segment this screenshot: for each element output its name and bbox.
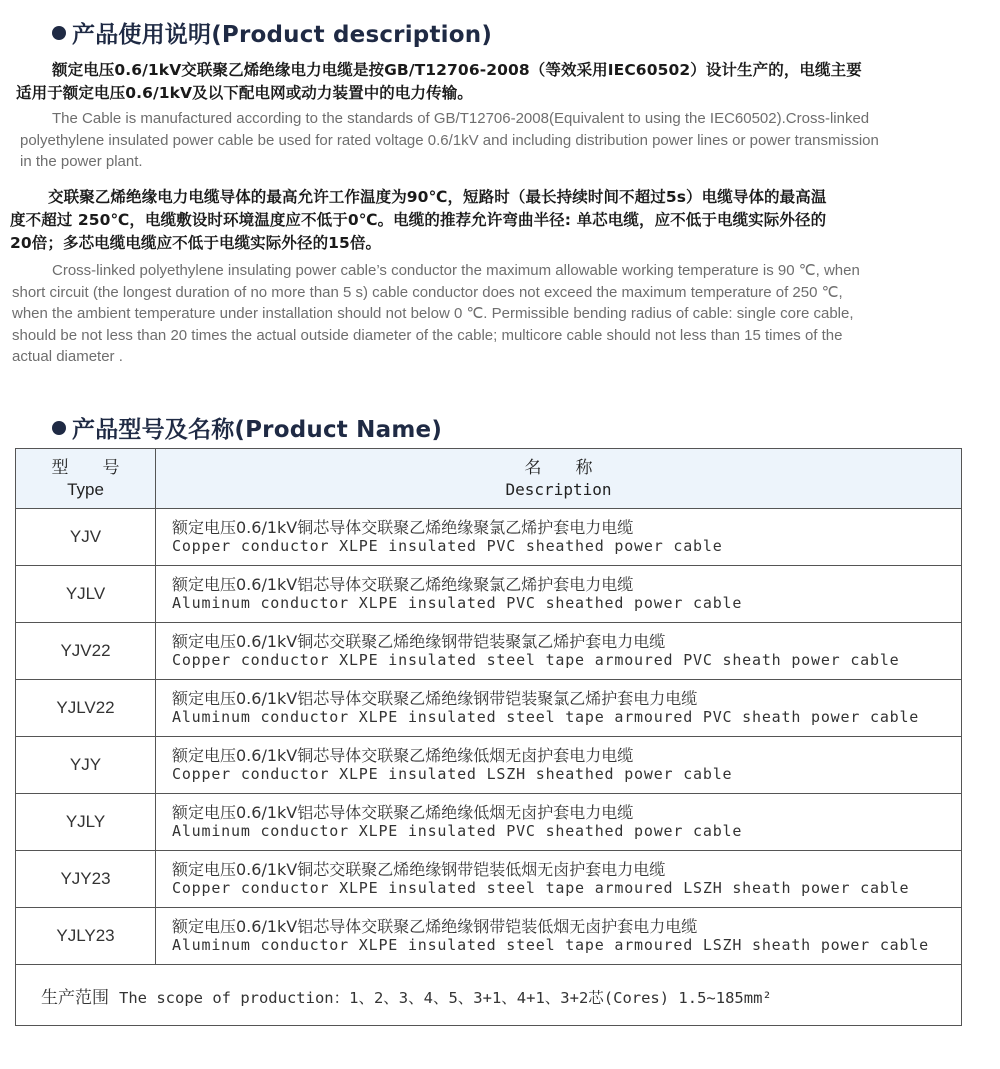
row-desc-en: Aluminum conductor XLPE insulated PVC sheathed power cable xyxy=(172,822,743,840)
row-desc-en: Copper conductor XLPE insulated PVC sheathed power cable xyxy=(172,537,723,555)
para1-en-line: in the power plant. xyxy=(20,153,143,170)
section-title-text: 产品使用说明(Product description) xyxy=(72,22,493,48)
row-description xyxy=(156,623,962,680)
row-description xyxy=(156,566,962,623)
row-desc-en: Copper conductor XLPE insulated steel tape armoured LSZH sheath power cable xyxy=(172,879,910,897)
para2-en xyxy=(12,260,992,368)
table-row xyxy=(16,623,962,680)
row-type: YJLV xyxy=(16,566,156,623)
row-desc-en: Aluminum conductor XLPE insulated steel tape armoured PVC sheath power cable xyxy=(172,708,920,726)
para1-en-line: polyethylene insulated power cable be used for rated voltage 0.6/1kV and including distribution power lines or power transmission xyxy=(20,131,879,149)
para2-en-line: actual diameter . xyxy=(12,348,123,365)
row-description xyxy=(156,794,962,851)
table-row xyxy=(16,908,962,965)
section-title-product-description xyxy=(52,16,492,49)
bullet-icon xyxy=(52,421,66,435)
row-type: YJV22 xyxy=(16,623,156,680)
para2-cn-line: 20倍；多芯电缆电缆应不低于电缆实际外径的15倍。 xyxy=(10,234,382,252)
para2-en-line: when the ambient temperature under installation should not below 0 ℃. Permissible bending radius of cable: single core cable, xyxy=(12,305,854,322)
section-title-product-name xyxy=(52,411,442,444)
row-description xyxy=(156,680,962,737)
para2-cn-line: 交联聚乙烯绝缘电力电缆导体的最高允许工作温度为90℃，短路时（最长持续时间不超过5s）电缆导体的最高温 xyxy=(48,188,827,206)
row-desc-cn: 额定电压0.6/1kV铜芯交联聚乙烯绝缘钢带铠装低烟无卤护套电力电缆 xyxy=(172,860,666,879)
product-table xyxy=(15,448,962,1026)
row-description xyxy=(156,737,962,794)
scope-text: The scope of production：1、2、3、4、5、3+1、4+1、3+2芯(Cores) 1.5~185mm² xyxy=(119,988,772,1007)
bullet-icon xyxy=(52,26,66,40)
production-scope xyxy=(16,965,962,1026)
row-description xyxy=(156,908,962,965)
para2-en-line: short circuit (the longest duration of no more than 5 s) cable conductor does not exceed the maximum temperature of 250 ℃, xyxy=(12,283,843,301)
table-row xyxy=(16,851,962,908)
table-row xyxy=(16,509,962,566)
row-type: YJY23 xyxy=(16,851,156,908)
header-type-cn: 型 号 xyxy=(51,457,120,478)
para2-en-line: Cross-linked polyethylene insulating power cable’s conductor the maximum allowable working temperature is 90 ℃, when xyxy=(52,262,860,279)
row-type: YJLY23 xyxy=(16,908,156,965)
scope-row xyxy=(16,965,962,1026)
row-description xyxy=(156,851,962,908)
para2-en-line: should be not less than 20 times the actual outside diameter of the cable; multicore cable should not less than 15 times of the xyxy=(12,326,843,344)
header-type xyxy=(16,449,156,509)
row-desc-en: Aluminum conductor XLPE insulated steel tape armoured LSZH sheath power cable xyxy=(172,936,929,954)
row-description xyxy=(156,509,962,566)
row-type: YJLV22 xyxy=(16,680,156,737)
row-desc-cn: 额定电压0.6/1kV铝芯导体交联聚乙烯绝缘钢带铠装低烟无卤护套电力电缆 xyxy=(172,917,698,936)
section-title-text: 产品型号及名称(Product Name) xyxy=(72,417,443,443)
table-row xyxy=(16,566,962,623)
row-desc-cn: 额定电压0.6/1kV铜芯交联聚乙烯绝缘钢带铠装聚氯乙烯护套电力电缆 xyxy=(172,632,666,651)
row-type: YJV xyxy=(16,509,156,566)
para1-cn-line: 额定电压0.6/1kV交联聚乙烯绝缘电力电缆是按GB/T12706-2008（等效采用IEC60502）设计生产的，电缆主要 xyxy=(52,61,862,79)
table-header-row xyxy=(16,449,962,509)
row-desc-cn: 额定电压0.6/1kV铝芯导体交联聚乙烯绝缘聚氯乙烯护套电力电缆 xyxy=(172,575,634,594)
para1-cn xyxy=(16,59,991,105)
header-desc-en: Description xyxy=(505,479,612,499)
row-desc-cn: 额定电压0.6/1kV铝芯导体交联聚乙烯绝缘低烟无卤护套电力电缆 xyxy=(172,803,634,822)
row-desc-en: Copper conductor XLPE insulated steel tape armoured PVC sheath power cable xyxy=(172,651,900,669)
para2-cn-line: 度不超过 250℃，电缆敷设时环境温度应不低于0℃。电缆的推荐允许弯曲半径: 单芯电缆，应不低于电缆实际外径的 xyxy=(10,211,827,229)
header-type-en: Type xyxy=(67,479,104,499)
para1-cn-line: 适用于额定电压0.6/1kV及以下配电网或动力装置中的电力传输。 xyxy=(16,84,473,102)
table-row xyxy=(16,794,962,851)
para1-en-line: The Cable is manufactured according to the standards of GB/T12706-2008(Equivalent to using the IEC60502).Cross-linked xyxy=(52,110,870,127)
header-description xyxy=(156,449,962,509)
row-desc-cn: 额定电压0.6/1kV铝芯导体交联聚乙烯绝缘钢带铠装聚氯乙烯护套电力电缆 xyxy=(172,689,698,708)
para1-en xyxy=(20,108,990,173)
row-desc-cn: 额定电压0.6/1kV铜芯导体交联聚乙烯绝缘聚氯乙烯护套电力电缆 xyxy=(172,518,634,537)
table-row xyxy=(16,737,962,794)
row-desc-cn: 额定电压0.6/1kV铜芯导体交联聚乙烯绝缘低烟无卤护套电力电缆 xyxy=(172,746,634,765)
table-row xyxy=(16,680,962,737)
scope-label-cn: 生产范围 xyxy=(41,987,109,1008)
para2-cn xyxy=(10,186,990,255)
row-desc-en: Copper conductor XLPE insulated LSZH sheathed power cable xyxy=(172,765,733,783)
row-type: YJY xyxy=(16,737,156,794)
header-desc-cn: 名 称 xyxy=(524,457,593,478)
row-desc-en: Aluminum conductor XLPE insulated PVC sheathed power cable xyxy=(172,594,743,612)
row-type: YJLY xyxy=(16,794,156,851)
